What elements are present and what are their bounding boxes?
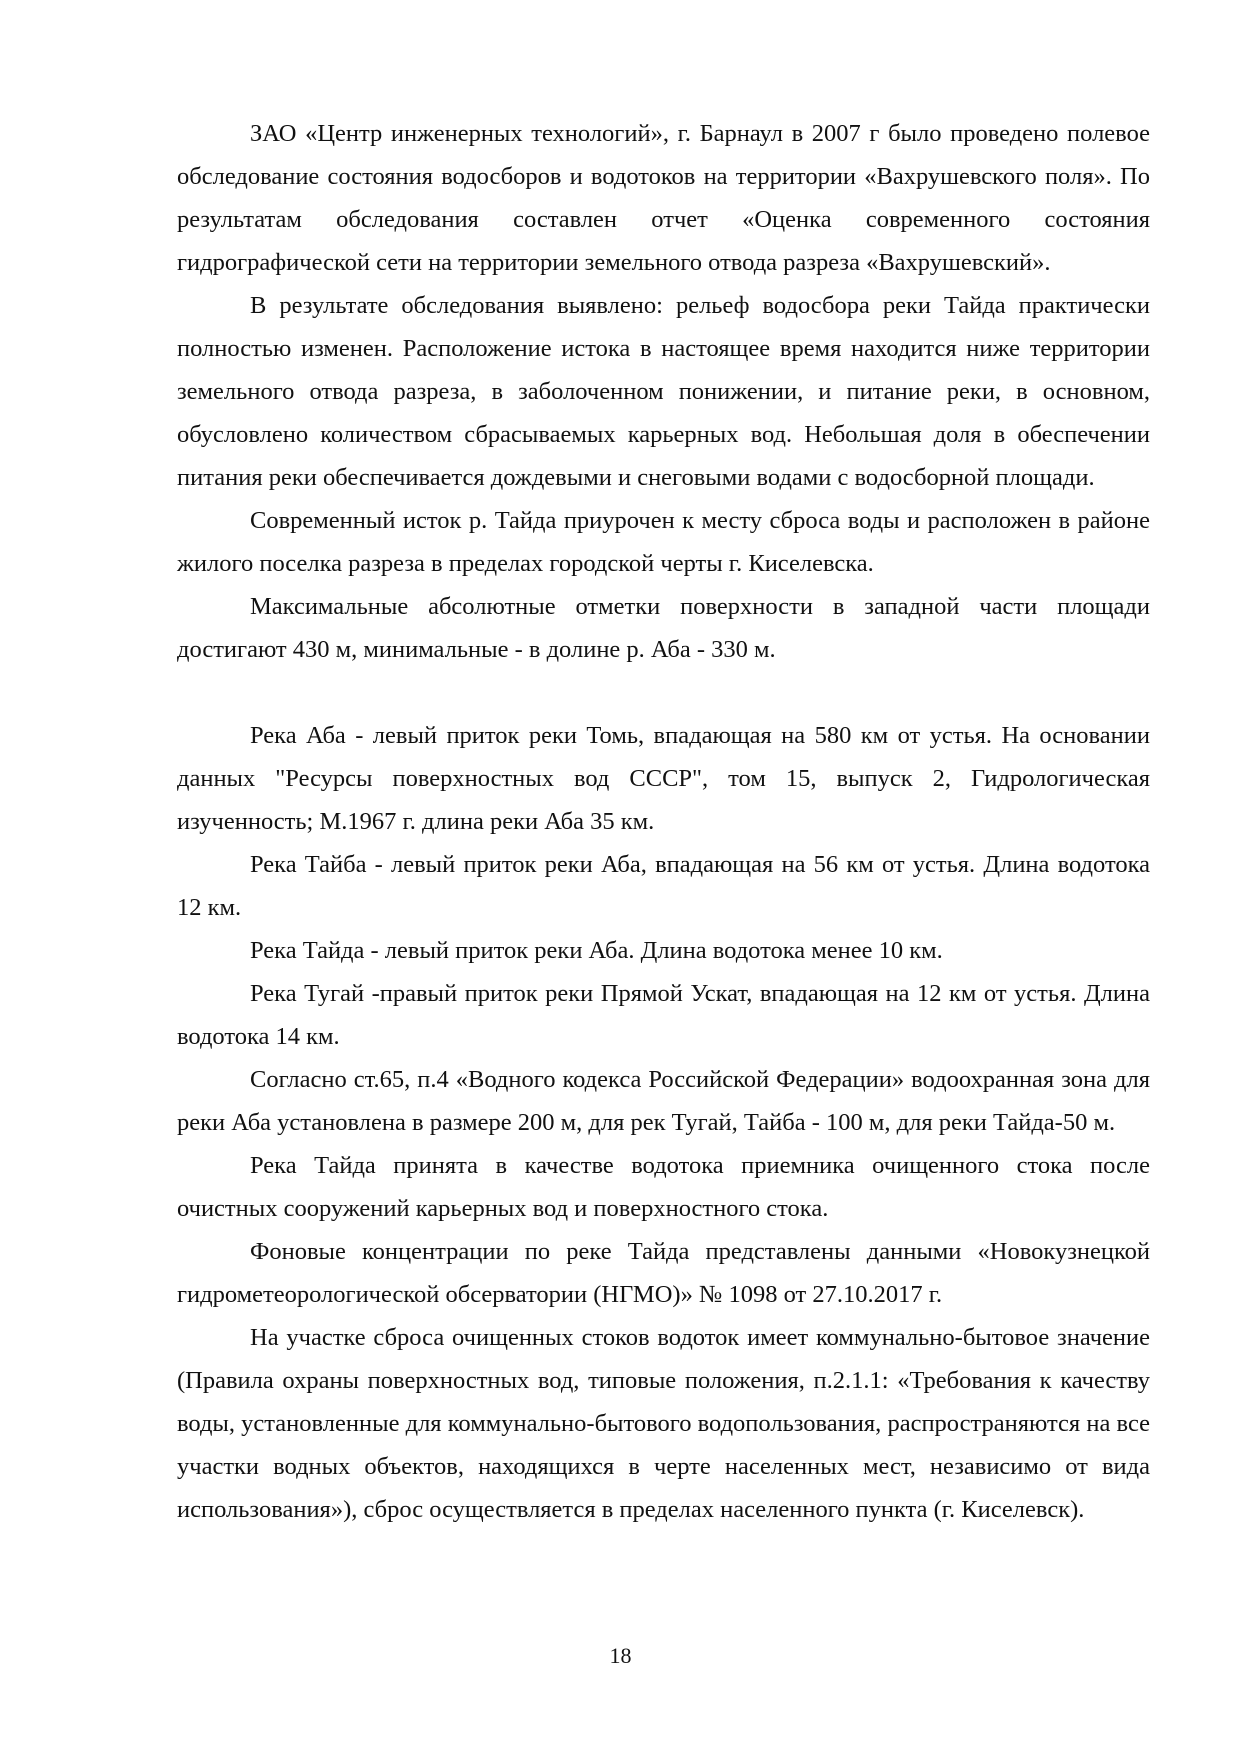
paragraph-water-protection-zone: Согласно ст.65, п.4 «Водного кодекса Российской Федерации» водоохранная зона для реки Аба установлена в размере 200 м, для рек Тугай, Тайба - 100 м, для реки Тайда-50 м. [177, 1066, 1150, 1136]
paragraph-modern-source: Современный исток р. Тайда приурочен к месту сброса воды и расположен в районе жилого поселка разреза в пределах городской черты г. Киселевска. [177, 507, 1150, 577]
page-number: 18 [609, 1643, 632, 1668]
paragraph-river-tayda: Река Тайда - левый приток реки Аба. Длина водотока менее 10 км. [250, 937, 943, 964]
paragraph-river-tugay: Река Тугай -правый приток реки Прямой Ускат, впадающая на 12 км от устья. Длина водотока 14 км. [177, 980, 1150, 1050]
paragraph-field-survey: ЗАО «Центр инженерных технологий», г. Барнаул в 2007 г было проведено полевое обследование состояния водосборов и водотоков на территории «Вахрушевского поля». По результатам обследования составлен отчет «Оценка современного состояния гидрографической сети на территории земельного отвода разреза «Вахрушевский». [177, 120, 1150, 276]
paragraph-river-tayba: Река Тайба - левый приток реки Аба, впадающая на 56 км от устья. Длина водотока 12 км. [177, 851, 1150, 921]
section-spacer [177, 671, 1150, 714]
paragraph-river-aba: Река Аба - левый приток реки Томь, впадающая на 580 км от устья. На основании данных "Ресурсы поверхностных вод СССР", том 15, выпуск 2, Гидрологическая изученность; М.1967 г. длина реки Аба 35 км. [177, 722, 1150, 835]
paragraph-survey-results: В результате обследования выявлено: рельеф водосбора реки Тайда практически полностью изменен. Расположение истока в настоящее время находится ниже территории земельного отвода разреза, в заболоченном понижении, и питание реки, в основном, обусловлено количеством сбрасываемых карьерных вод. Небольшая доля в обеспечении питания реки обеспечивается дождевыми и снеговыми водами с водосборной площади. [177, 292, 1150, 491]
paragraph-elevation-marks: Максимальные абсолютные отметки поверхности в западной части площади достигают 430 м, минимальные - в долине р. Аба - 330 м. [177, 593, 1150, 663]
paragraph-receiving-watercourse: Река Тайда принята в качестве водотока приемника очищенного стока после очистных сооружений карьерных вод и поверхностного стока. [177, 1152, 1150, 1222]
paragraph-discharge-section: На участке сброса очищенных стоков водоток имеет коммунально-бытовое значение (Правила охраны поверхностных вод, типовые положения, п.2.1.1: «Требования к качеству воды, установленные для коммунально-бытового водопользования, распространяются на все участки водных объектов, находящихся в черте населенных мест, независимо от вида использования»), сброс осуществляется в пределах населенного пункта (г. Киселевск). [177, 1324, 1150, 1523]
page-body [177, 112, 1150, 1531]
paragraph-background-concentrations: Фоновые концентрации по реке Тайда представлены данными «Новокузнецкой гидрометеорологической обсерватории (НГМО)» № 1098 от 27.10.2017 г. [177, 1238, 1150, 1308]
